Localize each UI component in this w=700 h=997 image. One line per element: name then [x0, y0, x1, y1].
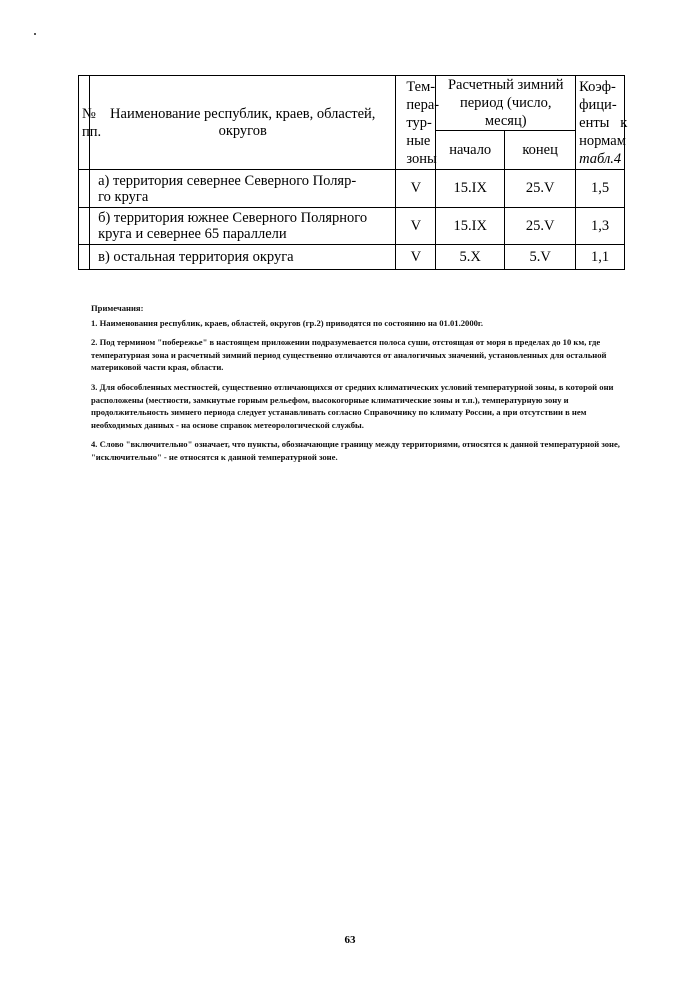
- header-start: начало: [436, 131, 505, 170]
- row-start: 5.X: [436, 245, 505, 270]
- table-row: [79, 245, 625, 270]
- header-num-abbr: пп.: [82, 123, 102, 140]
- row-start: 15.IX: [436, 208, 505, 245]
- header-zone-line-1: Тем-: [406, 78, 436, 95]
- header-zone-line-4: ные: [406, 132, 431, 149]
- row-start: 15.IX: [436, 170, 505, 208]
- header-num: [79, 76, 102, 170]
- header-num-symbol: №: [82, 105, 96, 122]
- header-coef-ref: табл.4: [579, 150, 622, 167]
- row-end: 5.V: [505, 245, 576, 270]
- row-name-line: а) территория севернее Северного Поляр-: [98, 172, 357, 189]
- row-num: [79, 208, 90, 245]
- header-period-line-2: период (число, месяц): [459, 95, 552, 129]
- header-coef-line-4: нормам: [579, 132, 626, 149]
- row-coef: 1,1: [576, 245, 625, 270]
- row-coef: 1,3: [576, 208, 625, 245]
- page-number: 63: [344, 934, 356, 946]
- row-name: [90, 170, 396, 208]
- note-3: 3. Для обособленных местностей, существенно отличающихся от средних климатических условий температурной зоны, в которой они расположены (местности, замкнутые горным рельефом, высокогорные климатические зоны и т.п.), температурную зону и продолжительность зимнего периода следует устанавливать согласно Справочнику по климату России, а при отсутствии в нем необходимых данных - на основе справок метеорологической службы.: [91, 381, 614, 430]
- scan-speck: [34, 33, 36, 35]
- notes-section: [91, 302, 631, 471]
- row-coef: 1,5: [576, 170, 625, 208]
- header-end: конец: [505, 131, 576, 170]
- header-name-line-2: округов: [218, 122, 267, 139]
- header-name-line-1: Наименование республик, краев, областей,: [110, 105, 376, 122]
- row-end: 25.V: [505, 170, 576, 208]
- header-coef-line-3: енты к: [579, 114, 628, 131]
- header-zone-line-3: тур-: [406, 114, 432, 131]
- header-zone-line-2: пера-: [406, 96, 440, 113]
- note-4: 4. Слово "включительно" означает, что пункты, обозначающие границу между территориями, относятся к данной температурной зоне, "исключительно" - не относятся к данной температурной зоне.: [91, 439, 620, 462]
- header-zone: [396, 76, 440, 170]
- row-num: [79, 170, 90, 208]
- row-name-line: б) территория южнее Северного Полярного: [98, 210, 368, 226]
- header-coef-line-2: фици-: [579, 96, 617, 113]
- notes-title: Примечания:: [91, 303, 144, 313]
- header-coef: [576, 76, 628, 170]
- row-end: 25.V: [505, 208, 576, 245]
- header-zone-line-5: зоны: [406, 150, 437, 167]
- header-name: [90, 76, 396, 170]
- row-name-line: в) остальная территория округа: [98, 249, 294, 265]
- row-name: [90, 245, 396, 270]
- row-zone: V: [396, 245, 436, 270]
- climate-zones-table: [78, 75, 628, 270]
- note-2: 2. Под термином "побережье" в настоящем приложении подразумевается полоса суши, отстоящая от моря в пределах до 10 км, где температурная зона и расчетный зимний период существенно отличаются от аналогичных значений, установленных для остальной материковой части края, области.: [91, 337, 607, 373]
- row-name: [90, 208, 396, 245]
- row-zone: V: [396, 208, 436, 245]
- row-num: [79, 245, 90, 270]
- note-1: 1. Наименования республик, краев, областей, округов (гр.2) приводятся по состоянию на 01.01.2000г.: [91, 317, 483, 328]
- header-coef-line-1: Коэф-: [579, 78, 616, 95]
- header-period: [436, 76, 576, 131]
- header-period-line-1: Расчетный зимний: [447, 77, 564, 93]
- row-name-line: круга и севернее 65 параллели: [98, 226, 287, 242]
- row-name-line: го круга: [98, 188, 149, 205]
- row-zone: V: [396, 170, 436, 208]
- table-row: [79, 208, 625, 245]
- table-header-row-1: [79, 76, 625, 131]
- table-row: [79, 170, 625, 208]
